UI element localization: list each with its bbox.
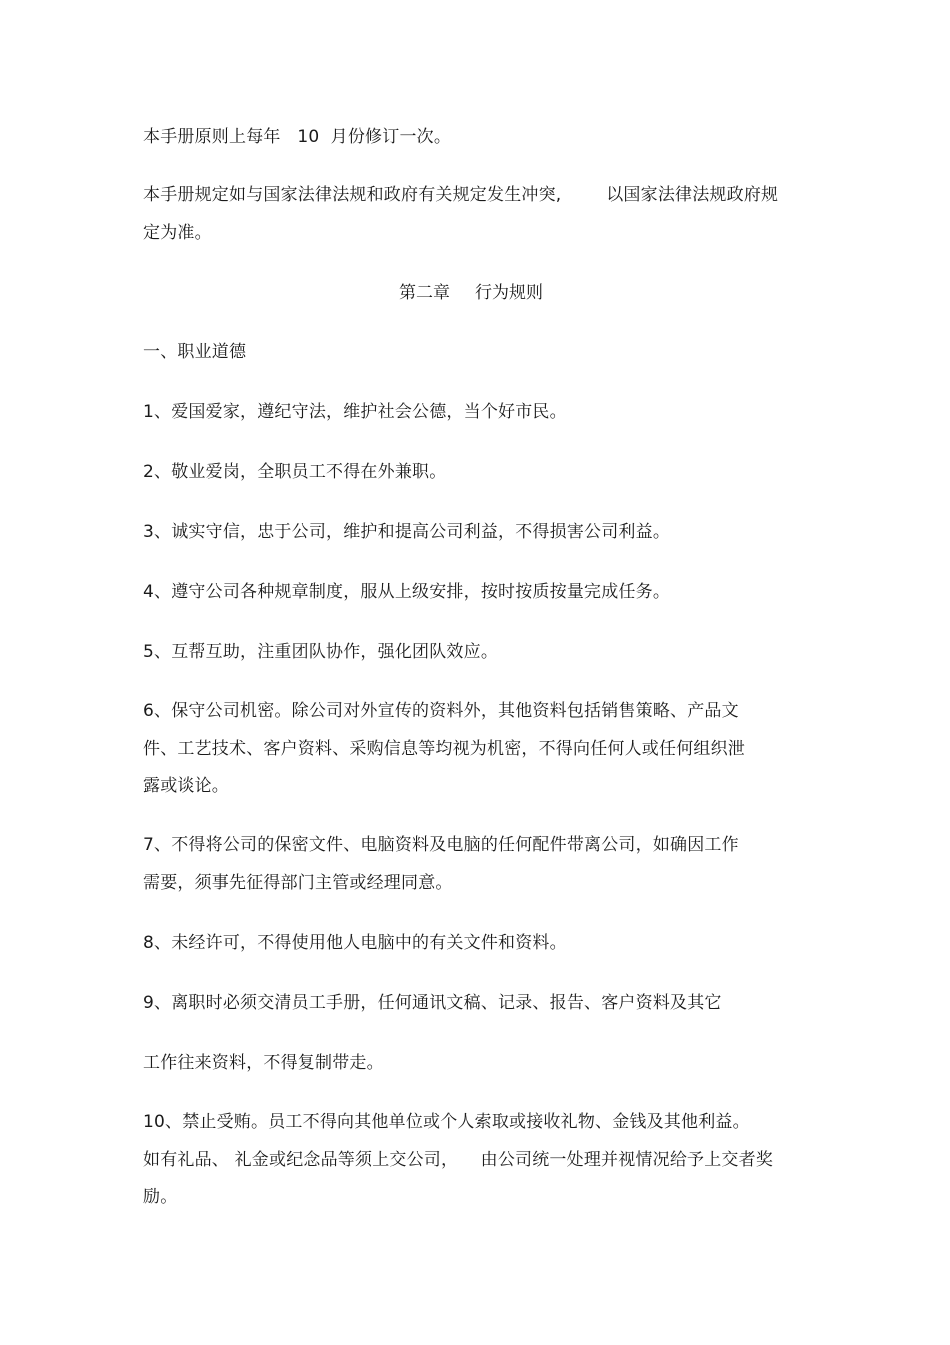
- intro-paragraph-2-line-1: 本手册规定如与国家法律法规和政府有关规定发生冲突, 以国家法律法规政府规: [143, 185, 779, 205]
- list-item-2: 2、敬业爱岗，全职员工不得在外兼职。: [143, 462, 447, 482]
- list-item-10-line-1: 10、禁止受贿。员工不得向其他单位或个人索取或接收礼物、金钱及其他利益。: [143, 1112, 750, 1132]
- list-item-6-line-1: 6、保守公司机密。除公司对外宣传的资料外，其他资料包括销售策略、产品文: [143, 701, 739, 721]
- list-item-6-line-3: 露或谈论。: [143, 776, 229, 796]
- list-item-3: 3、诚实守信，忠于公司，维护和提高公司利益，不得损害公司利益。: [143, 522, 671, 542]
- section-heading: 一、职业道德: [143, 342, 247, 362]
- list-item-4: 4、遵守公司各种规章制度，服从上级安排，按时按质按量完成任务。: [143, 582, 671, 602]
- intro-paragraph-1: 本手册原则上每年 10 月份修订一次。: [143, 127, 452, 147]
- list-item-7-line-2: 需要，须事先征得部门主管或经理同意。: [143, 873, 453, 893]
- list-item-10-line-2: 如有礼品、 礼金或纪念品等须上交公司， 由公司统一处理并视情况给予上交者奖: [143, 1150, 774, 1170]
- list-item-7-line-1: 7、不得将公司的保密文件、电脑资料及电脑的任何配件带离公司，如确因工作: [143, 835, 739, 855]
- list-item-5: 5、互帮互助，注重团队协作，强化团队效应。: [143, 642, 499, 662]
- intro-paragraph-2-line-2: 定为准。: [143, 223, 212, 243]
- list-item-6-line-2: 件、工艺技术、客户资料、采购信息等均视为机密，不得向任何人或任何组织泄: [143, 739, 745, 759]
- list-item-9-continuation: 工作往来资料，不得复制带走。: [143, 1053, 384, 1073]
- list-item-1: 1、爱国爱家，遵纪守法，维护社会公德，当个好市民。: [143, 402, 567, 422]
- list-item-10-line-3: 励。: [143, 1187, 178, 1207]
- list-item-8: 8、未经许可，不得使用他人电脑中的有关文件和资料。: [143, 933, 567, 953]
- chapter-title: 行为规则: [475, 283, 543, 303]
- list-item-9: 9、离职时必须交清员工手册，任何通讯文稿、记录、报告、客户资料及其它: [143, 993, 722, 1013]
- chapter-number: 第二章: [399, 283, 450, 303]
